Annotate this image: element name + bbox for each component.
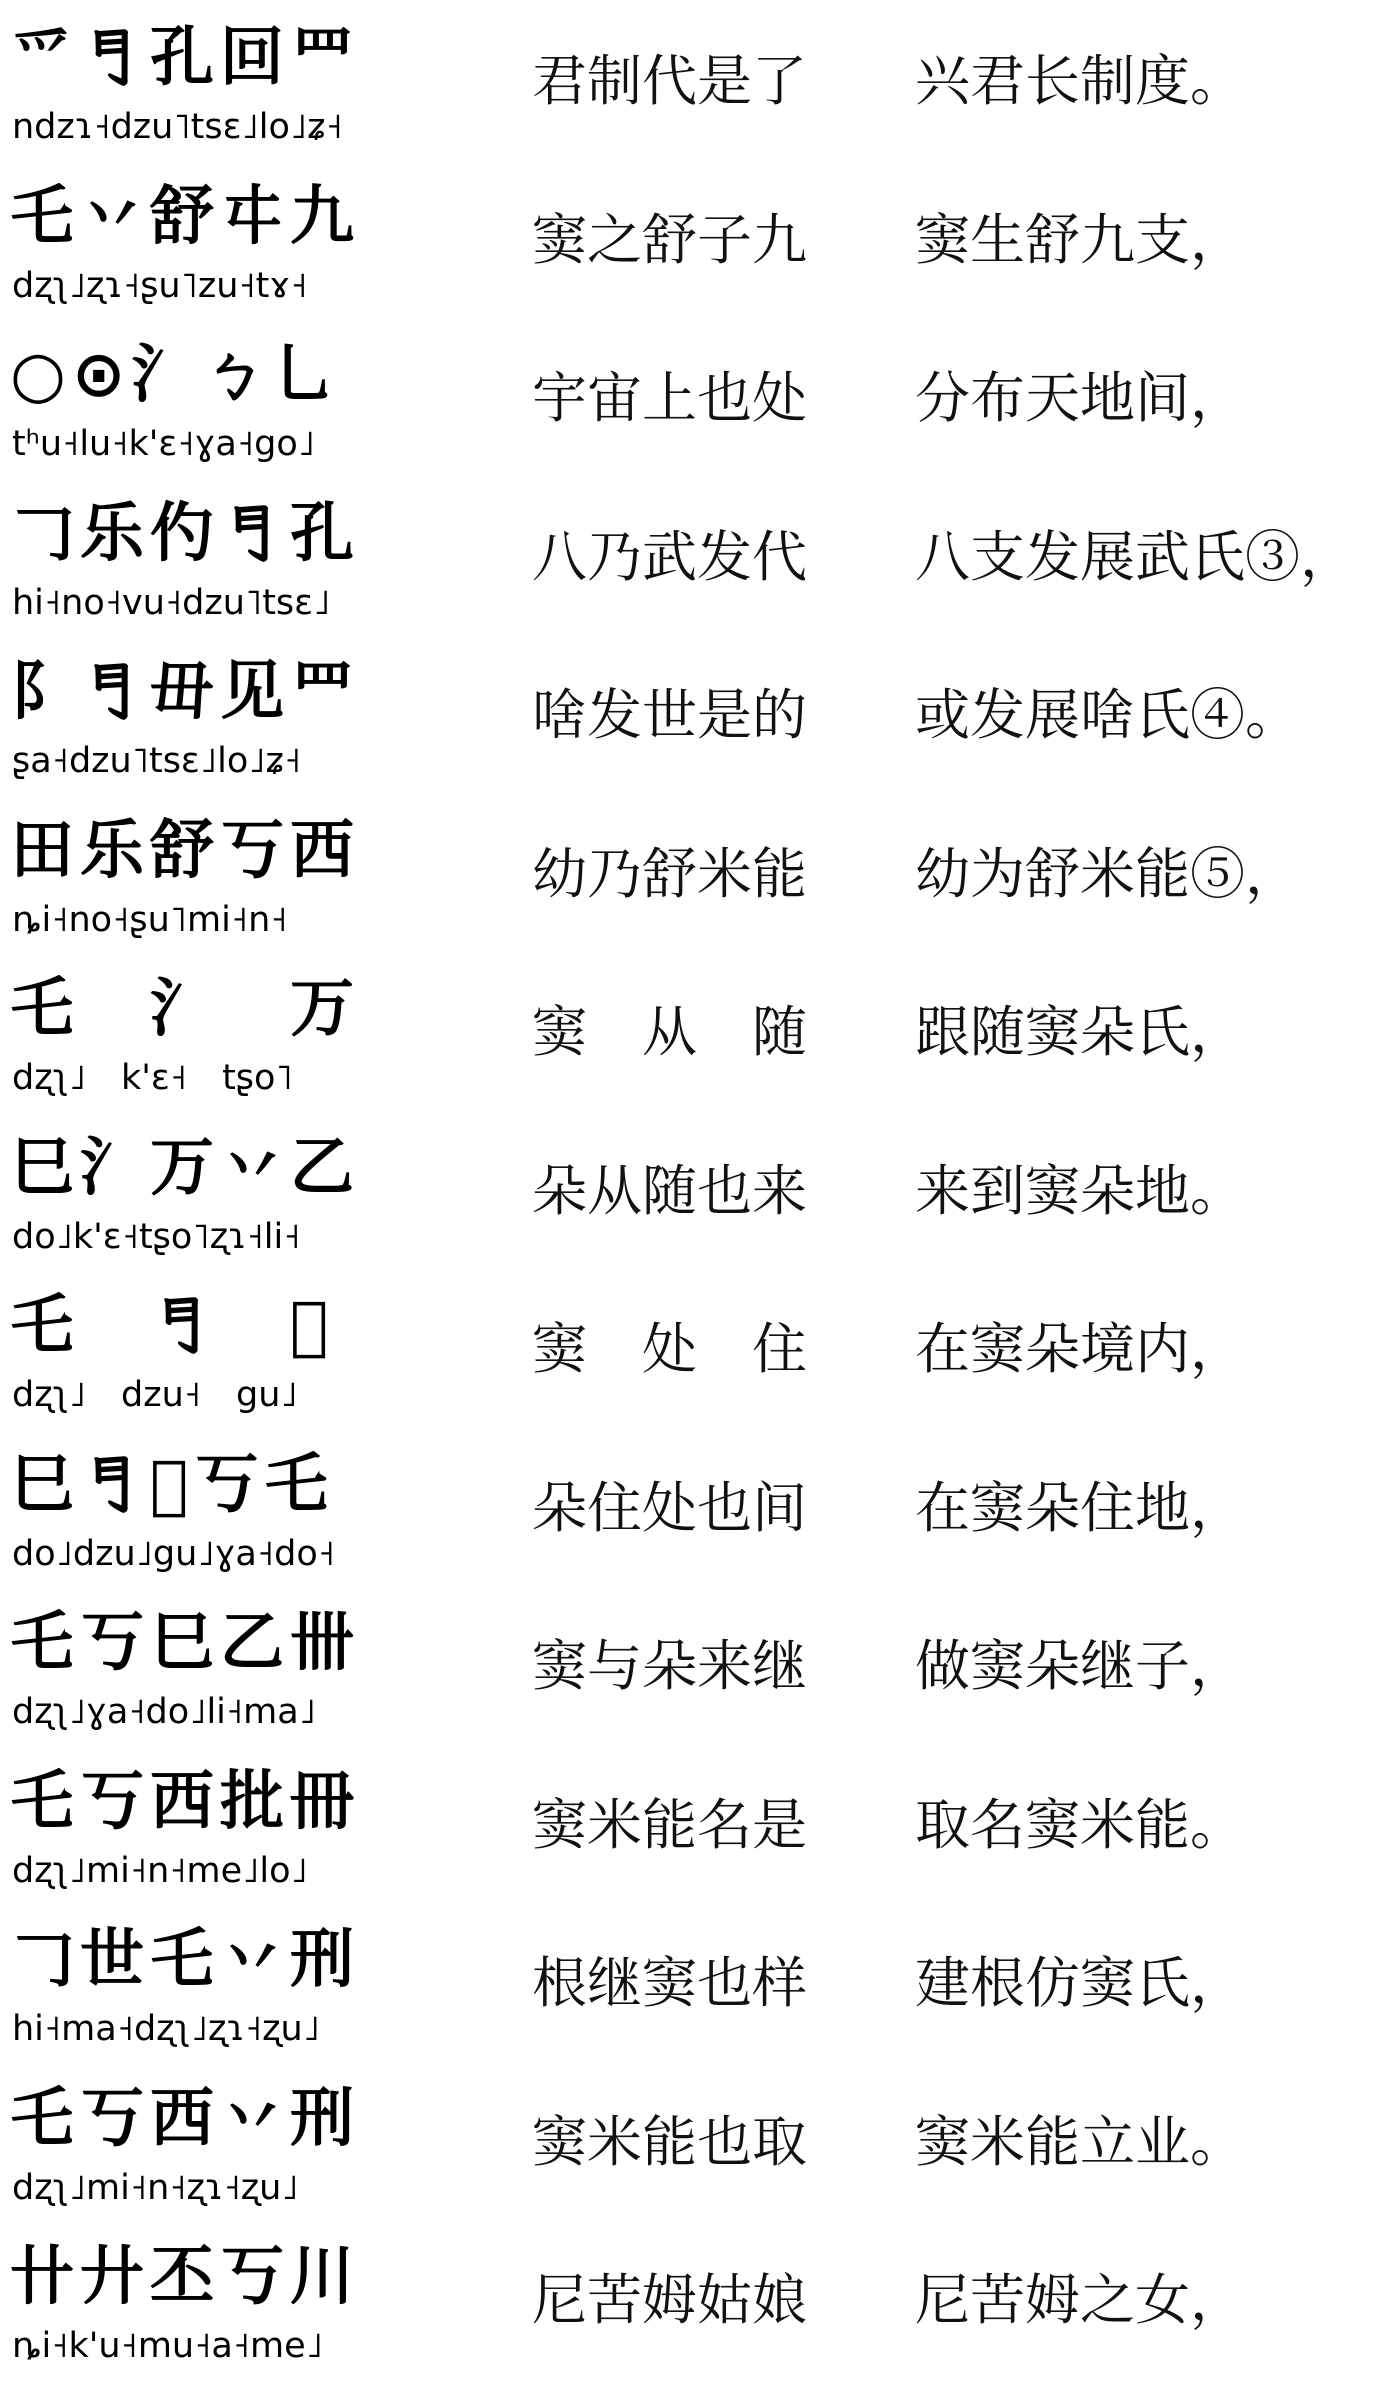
phonetic-transcription: ȵi˧k'u˧mu˧a˧me˩ [12, 2326, 323, 2366]
yi-script-line [10, 1439, 450, 1589]
phonetic-transcription: ȵi˧no˧ʂu˥mi˧n˧ [12, 899, 288, 940]
phonetic-transcription: dʐʅ˩ɣa˧do˩li˧ma˩ [12, 1692, 316, 1732]
yi-script-line [10, 488, 450, 638]
word-gloss: 窦与朵来继 [532, 1634, 808, 1698]
text-row [0, 1276, 1385, 1436]
yi-script-line [10, 329, 450, 479]
phonetic-transcription: dʐʅ˩ʐɿ˧ʂu˥zu˧tɤ˧ [12, 265, 308, 306]
translation: 做窦朵继子， [915, 1634, 1246, 1698]
text-row [0, 959, 1385, 1119]
yi-glyphs: 乇丷舒㐄九 [10, 179, 360, 254]
translation: 在窦朵境内， [915, 1317, 1246, 1381]
text-row [0, 167, 1385, 327]
yi-glyphs: 乇 𠃛 𠀉 [10, 1289, 335, 1363]
word-gloss: 君制代是了 [532, 49, 808, 113]
phonetic-transcription: do˩k'ɛ˧tʂo˥ʐɿ˧li˧ [12, 1216, 301, 1257]
translation: 或发展啥氏④。 [915, 683, 1301, 747]
translation: 窦生舒九支， [915, 207, 1246, 272]
text-row [0, 801, 1385, 961]
yi-script-line [10, 1122, 450, 1272]
word-gloss: 宇宙上也处 [532, 366, 808, 430]
yi-script-line [10, 646, 450, 796]
phonetic-transcription: dʐʅ˩mi˧n˧ʐɿ˧ʐu˩ [12, 2167, 299, 2208]
yi-script-line [10, 2231, 450, 2381]
translation: 窦米能立业。 [915, 2109, 1246, 2174]
word-gloss: 窦米能也取 [532, 2109, 808, 2174]
yi-glyphs: 𠃌世乇丷刑 [10, 1923, 360, 1997]
translation: 在窦朵住地， [915, 1475, 1246, 1540]
yi-script-line [10, 2073, 450, 2223]
translation: 兴君长制度。 [915, 49, 1246, 113]
yi-script-line [10, 1280, 450, 1430]
phonetic-transcription: do˩dzu˩gu˩ɣa˧do˧ [12, 1533, 336, 1574]
yi-script-line [10, 1597, 450, 1747]
yi-glyphs: 𠃌乐仢𠃛孔 [10, 496, 360, 571]
translation: 建根仿窦氏， [915, 1951, 1246, 2015]
yi-glyphs: 乇丂西丷刑 [10, 2081, 360, 2156]
translation: 跟随窦朵氏， [915, 1000, 1246, 1064]
text-row [0, 2227, 1385, 2387]
yi-glyphs: 乇 氵 万 [10, 972, 360, 1046]
yi-script-line [10, 963, 450, 1113]
phonetic-transcription: tʰu˧lu˧k'ɛ˧ɣa˧go˩ [12, 424, 316, 464]
yi-glyphs: 卄廾丕丂川 [10, 2240, 360, 2314]
translation: 取名窦米能。 [915, 1792, 1246, 1857]
yi-glyphs: 乇丂巳乙卌 [10, 1606, 360, 1680]
phonetic-transcription: dʐʅ˩mi˧n˧me˩lo˩ [12, 1850, 308, 1891]
word-gloss: 朵住处也间 [532, 1475, 808, 1540]
text-row [0, 325, 1385, 485]
text-row [0, 1435, 1385, 1595]
word-gloss: 啥发世是的 [532, 683, 808, 747]
word-gloss: 窦 处 住 [532, 1317, 808, 1381]
text-row [0, 2069, 1385, 2229]
word-gloss: 根继窦也样 [532, 1951, 808, 2015]
translation: 尼苦姆之女， [915, 2268, 1246, 2332]
yi-script-line [10, 1756, 450, 1906]
yi-glyphs: ○⊙氵ㄅ乚 [10, 338, 342, 412]
text-row [0, 8, 1385, 168]
translation: 八支发展武氏③， [915, 524, 1356, 589]
phonetic-transcription: dʐʅ˩ k'ɛ˧ tʂo˥ [12, 1058, 293, 1098]
phonetic-transcription: hi˧ma˧dʐʅ˩ʐɿ˧ʐu˩ [12, 2009, 320, 2049]
text-row [0, 1752, 1385, 1912]
yi-glyphs: 阝𠃛毌见罒 [10, 655, 360, 729]
word-gloss: 朵从随也来 [532, 1158, 808, 1223]
word-gloss: 尼苦姆姑娘 [532, 2268, 808, 2332]
yi-script-line [10, 805, 450, 955]
yi-glyphs: 巳𠃛𠀉丂乇 [10, 1447, 335, 1522]
yi-glyphs: 田乐舒丂西 [10, 813, 360, 888]
translation: 幼为舒米能⑤， [915, 841, 1301, 906]
text-row [0, 1910, 1385, 2070]
word-gloss: 窦之舒子九 [532, 207, 808, 272]
translation: 来到窦朵地。 [915, 1158, 1246, 1223]
phonetic-transcription: ʂa˧dzu˥tsɛ˩lo˩ʑ˧ [12, 741, 302, 781]
translation: 分布天地间， [915, 366, 1246, 430]
word-gloss: 幼乃舒米能 [532, 841, 808, 906]
text-row [0, 1118, 1385, 1278]
word-gloss: 窦米能名是 [532, 1792, 808, 1857]
word-gloss: 窦 从 随 [532, 1000, 808, 1064]
phonetic-transcription: hi˧no˧vu˧dzu˥tsɛ˩ [12, 582, 331, 623]
text-row [0, 484, 1385, 644]
yi-glyphs: 巳氵万丷乙 [10, 1130, 360, 1205]
text-row [0, 642, 1385, 802]
yi-glyphs: 爫𠃛孔回罒 [10, 21, 360, 95]
yi-glyphs: 乇丂西批冊 [10, 1764, 360, 1839]
yi-script-line [10, 12, 450, 162]
yi-script-line [10, 171, 450, 321]
phonetic-transcription: dʐʅ˩ dzu˧ gu˩ [12, 1375, 298, 1415]
yi-script-line [10, 1914, 450, 2064]
text-row [0, 1593, 1385, 1753]
word-gloss: 八乃武发代 [532, 524, 808, 589]
phonetic-transcription: ndzɿ˧dzu˥tsɛ˩lo˩ʑ˧ [12, 107, 343, 147]
